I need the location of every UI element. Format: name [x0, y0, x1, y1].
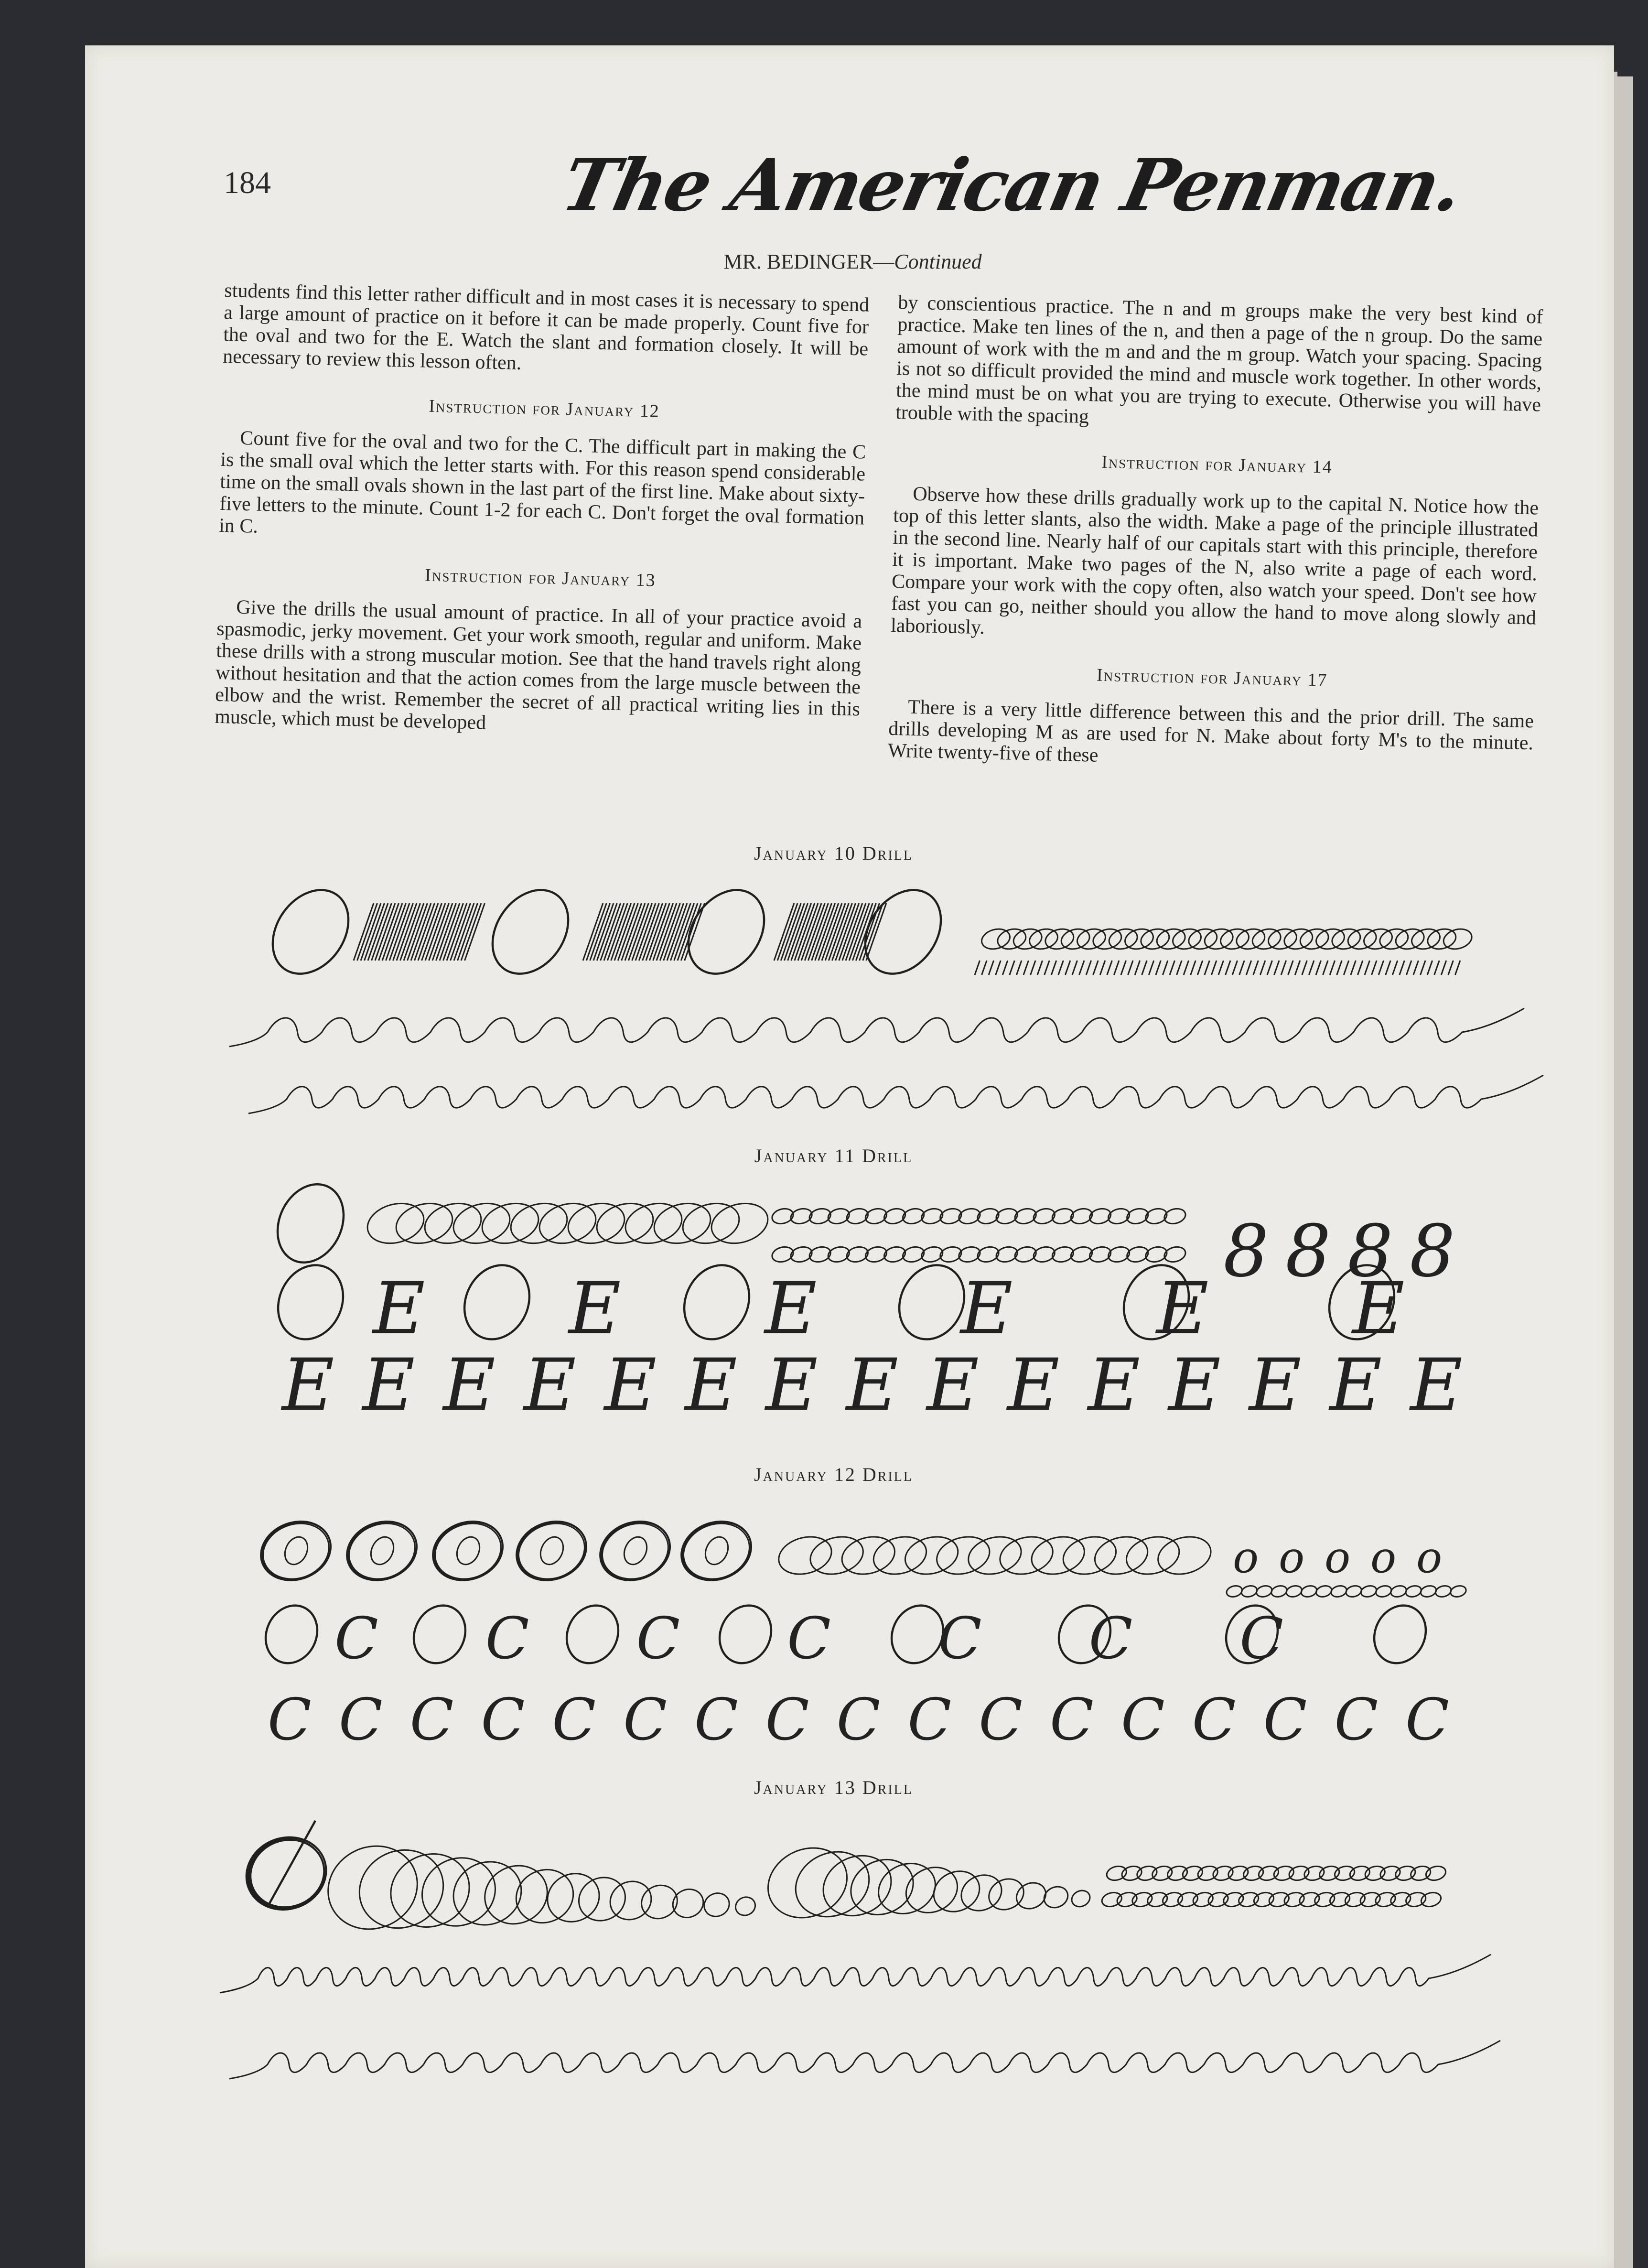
compact-oval-stroke [996, 1531, 1057, 1580]
compact-oval-stroke [1330, 1584, 1348, 1598]
oval-stroke [341, 1514, 423, 1588]
capital-c-stroke: C [694, 1687, 738, 1753]
oval-stroke [257, 1597, 327, 1672]
inner-oval-stroke [701, 1534, 732, 1568]
compact-oval-stroke [1090, 1531, 1152, 1580]
capital-c-stroke: C [623, 1687, 667, 1753]
capital-c-stroke: C [481, 1687, 525, 1753]
compact-oval-stroke [1375, 1584, 1393, 1598]
oval-stroke [241, 1830, 334, 1917]
capital-e-stroke: E [926, 1344, 979, 1427]
capital-e-stroke: E [1329, 1344, 1382, 1427]
push-pull-stroke [975, 961, 1460, 975]
compact-oval-stroke [869, 1531, 930, 1580]
tapering-oval-stroke [1069, 1888, 1092, 1910]
capital-e-stroke: E [765, 1344, 818, 1427]
capital-c-stroke: C [1192, 1687, 1236, 1753]
oval-stroke [558, 1597, 628, 1672]
oval-stroke [673, 875, 780, 988]
drill-title-jan-10: January 10 Drill [754, 842, 913, 864]
tapering-oval-stroke [636, 1879, 683, 1924]
capital-c-stroke: C [937, 1606, 982, 1672]
compact-oval-stroke [775, 1531, 836, 1580]
capital-c-stroke: C [1405, 1687, 1450, 1753]
compact-oval-stroke [1027, 1531, 1088, 1580]
tapering-oval-stroke [984, 1873, 1029, 1915]
compact-oval-stroke [1240, 1584, 1259, 1598]
oval-stroke [255, 1514, 337, 1588]
small-o-stroke: o [1370, 1533, 1397, 1583]
push-pull-stroke [354, 903, 485, 961]
compact-oval-stroke [901, 1531, 962, 1580]
capital-c-stroke: C [409, 1687, 454, 1753]
capital-e-stroke: E [1410, 1344, 1463, 1427]
drill-jan-12-artwork [252, 1512, 1467, 1753]
small-o-stroke: o [1233, 1533, 1259, 1583]
drill-title-jan-13: January 13 Drill [754, 1777, 913, 1798]
drill-title-jan-12: January 12 Drill [754, 1464, 913, 1485]
capital-e-stroke: E [685, 1344, 737, 1427]
tapering-oval-stroke [346, 1836, 456, 1942]
paragraph: by conscientious practice. The n and m groups make the very best kind of practice. Make ten lines of the n, and then a page of the n group. Do the same amount of work with the m and and the m group. Watch your spacing. Spacing is not so difficult provided the mind and muscle work together. In other words, the mind must be on what you are trying to execute. Otherwise you will have trouble with the spacing [895, 292, 1543, 428]
small-o-stroke: o [1416, 1533, 1443, 1583]
compact-oval-stroke [1434, 1584, 1453, 1598]
oval-stroke [711, 1597, 781, 1672]
masthead-title: The American Penman. [555, 143, 1469, 227]
push-pull-stroke [583, 903, 705, 961]
oval-stroke [405, 1597, 475, 1672]
capital-c-stroke: C [1334, 1687, 1379, 1753]
drill-jan-13-artwork [220, 1821, 1500, 2079]
paragraph: Give the drills the usual amount of practice. In all of your practice avoid a spasmodic, jerky movement. Get your work smooth, regular and uniform. Make these drills with a strong muscular motion. See that the hand travels right along without hesitation and that the action comes from the large muscle between the elbow and the wrist. Remember the secret of all practical writing lies in this muscle, which must be developed [214, 596, 862, 734]
paragraph: Observe how these drills gradually work up to the capital N. Notice how the top of this letter slants, also the width. Make a page of the principle illustrated in the second line. Nearly half of our capitals start with this principle, therefore it is important. Make two pages of the N, also write a page of each word. Compare your work with the copy often, also watch your speed. Don't see how fast you can go, neither should you allow the hand to move along slowly and laboriously. [890, 483, 1539, 639]
capital-c-stroke: C [334, 1606, 378, 1672]
capital-e-stroke: E [1168, 1344, 1221, 1427]
capital-e-stroke: E [1156, 1267, 1209, 1350]
capital-e-stroke: E [1249, 1344, 1302, 1427]
compact-oval-stroke [1449, 1584, 1467, 1598]
inner-oval-stroke [536, 1534, 567, 1568]
inner-oval-stroke [620, 1534, 651, 1568]
oval-stroke [594, 1514, 676, 1588]
paragraph: students find this letter rather difficult and in most cases it is necessary to spend a large amount of practice on it before it can be made properly. Count five for the oval and two for the E. Watch the slant and formation closely. It will be necessary to review this lesson often. [222, 280, 870, 375]
letter-w-row [248, 1075, 1543, 1113]
capital-e-stroke: E [960, 1267, 1013, 1350]
figure-8-stroke: 8 [1285, 1210, 1331, 1293]
oval-stroke [1365, 1597, 1435, 1672]
compact-oval-stroke [933, 1531, 994, 1580]
capital-e-stroke: E [1007, 1344, 1060, 1427]
compact-oval-stroke [1122, 1531, 1184, 1580]
capital-c-stroke: C [1120, 1687, 1165, 1753]
page-number: 184 [224, 165, 271, 200]
section-heading: Instruction for January 17 [1096, 665, 1328, 691]
compact-oval-stroke [964, 1531, 1025, 1580]
compact-oval-stroke [1255, 1584, 1273, 1598]
capital-c-stroke: C [485, 1606, 529, 1672]
capital-e-stroke: E [604, 1344, 657, 1427]
compact-oval-stroke [1300, 1584, 1318, 1598]
section-heading: Instruction for January 12 [428, 396, 660, 421]
inner-oval-stroke [452, 1534, 484, 1568]
figure-8-stroke: 8 [1410, 1210, 1455, 1293]
capital-e-stroke: E [443, 1344, 495, 1427]
capital-e-stroke: E [524, 1344, 576, 1427]
drill-title-jan-11: January 11 Drill [754, 1145, 913, 1166]
compact-oval-stroke [838, 1531, 899, 1580]
capital-c-stroke: C [636, 1606, 680, 1672]
capital-c-stroke: C [787, 1606, 831, 1672]
capital-c-stroke: C [1050, 1687, 1094, 1753]
section-heading: Instruction for January 14 [1101, 452, 1333, 477]
capital-c-stroke: C [338, 1687, 383, 1753]
capital-c-stroke: C [979, 1687, 1023, 1753]
inner-oval-stroke [280, 1534, 312, 1568]
capital-e-stroke: E [846, 1344, 899, 1427]
capital-e-stroke: E [362, 1344, 415, 1427]
capital-e-stroke: E [282, 1344, 334, 1427]
capital-c-stroke: C [836, 1687, 881, 1753]
letter-u-row [229, 1008, 1524, 1047]
small-o-stroke: o [1325, 1533, 1351, 1583]
inner-oval-stroke [366, 1534, 398, 1568]
tapering-oval-stroke [756, 1836, 858, 1931]
compact-oval-stroke [1225, 1584, 1243, 1598]
tapering-oval-stroke [732, 1894, 758, 1919]
paragraph: There is a very little difference between this and the prior drill. The same drills developing M as are used for N. Make about forty M's to the minute. Write twenty-five of these [887, 696, 1534, 767]
oval-stroke [676, 1514, 757, 1588]
compact-oval-stroke [1315, 1584, 1333, 1598]
figure-8-stroke: 8 [1347, 1210, 1393, 1293]
section-heading: Instruction for January 13 [424, 565, 657, 591]
tapering-oval-stroke [314, 1832, 431, 1944]
oval-stroke [427, 1514, 509, 1588]
capital-c-stroke: C [907, 1687, 952, 1753]
figure-8-stroke: 8 [1223, 1210, 1269, 1293]
oval-stroke [266, 1254, 355, 1350]
capital-c-stroke: C [1263, 1687, 1307, 1753]
oval-stroke [672, 1254, 761, 1350]
author-name: MR. BEDINGER— [723, 250, 894, 273]
paragraph: Count five for the oval and two for the C. The difficult part in making the C is the small oval which the letter starts with. For this reason spend considerable time on the small ovals shown in the last part of the first line. Make about sixty-five letters to the minute. Count 1-2 for each C. Don't forget the oval formation in C. [218, 427, 866, 538]
compact-oval-stroke [1154, 1531, 1215, 1580]
capital-c-stroke: C [765, 1687, 809, 1753]
small-o-stroke: o [1279, 1533, 1305, 1583]
letter-m-row [229, 2041, 1500, 2079]
compact-oval-stroke [1285, 1584, 1303, 1598]
capital-c-stroke: C [268, 1687, 312, 1753]
compact-oval-stroke [1270, 1584, 1288, 1598]
letter-n-row [220, 1955, 1491, 1993]
compact-oval-stroke [1420, 1584, 1438, 1598]
push-pull-stroke [774, 903, 886, 961]
drill-jan-11-artwork [265, 1173, 1463, 1427]
tapering-oval-stroke [668, 1884, 708, 1922]
tapering-oval-stroke [700, 1889, 733, 1921]
capital-c-stroke: C [1239, 1606, 1284, 1672]
capital-c-stroke: C [552, 1687, 596, 1753]
capital-e-stroke: E [1088, 1344, 1141, 1427]
drill-jan-10-artwork [229, 875, 1543, 1113]
capital-e-stroke: E [569, 1267, 621, 1350]
compact-oval-stroke [1345, 1584, 1363, 1598]
capital-e-stroke: E [373, 1267, 425, 1350]
compact-oval-stroke [806, 1531, 867, 1580]
continued-label: Continued [894, 250, 982, 273]
oval-stroke [265, 1173, 356, 1273]
compact-oval-stroke [1360, 1584, 1378, 1598]
compact-oval-stroke [1389, 1584, 1408, 1598]
compact-oval-stroke [1059, 1531, 1120, 1580]
slant-stroke [268, 1821, 315, 1907]
capital-e-stroke: E [1352, 1267, 1405, 1350]
oval-stroke [257, 875, 364, 988]
capital-e-stroke: E [765, 1267, 817, 1350]
compact-oval-stroke [1404, 1584, 1422, 1598]
capital-c-stroke: C [1088, 1606, 1133, 1672]
oval-stroke [511, 1514, 592, 1588]
oval-stroke [477, 875, 584, 988]
oval-stroke [452, 1254, 541, 1350]
